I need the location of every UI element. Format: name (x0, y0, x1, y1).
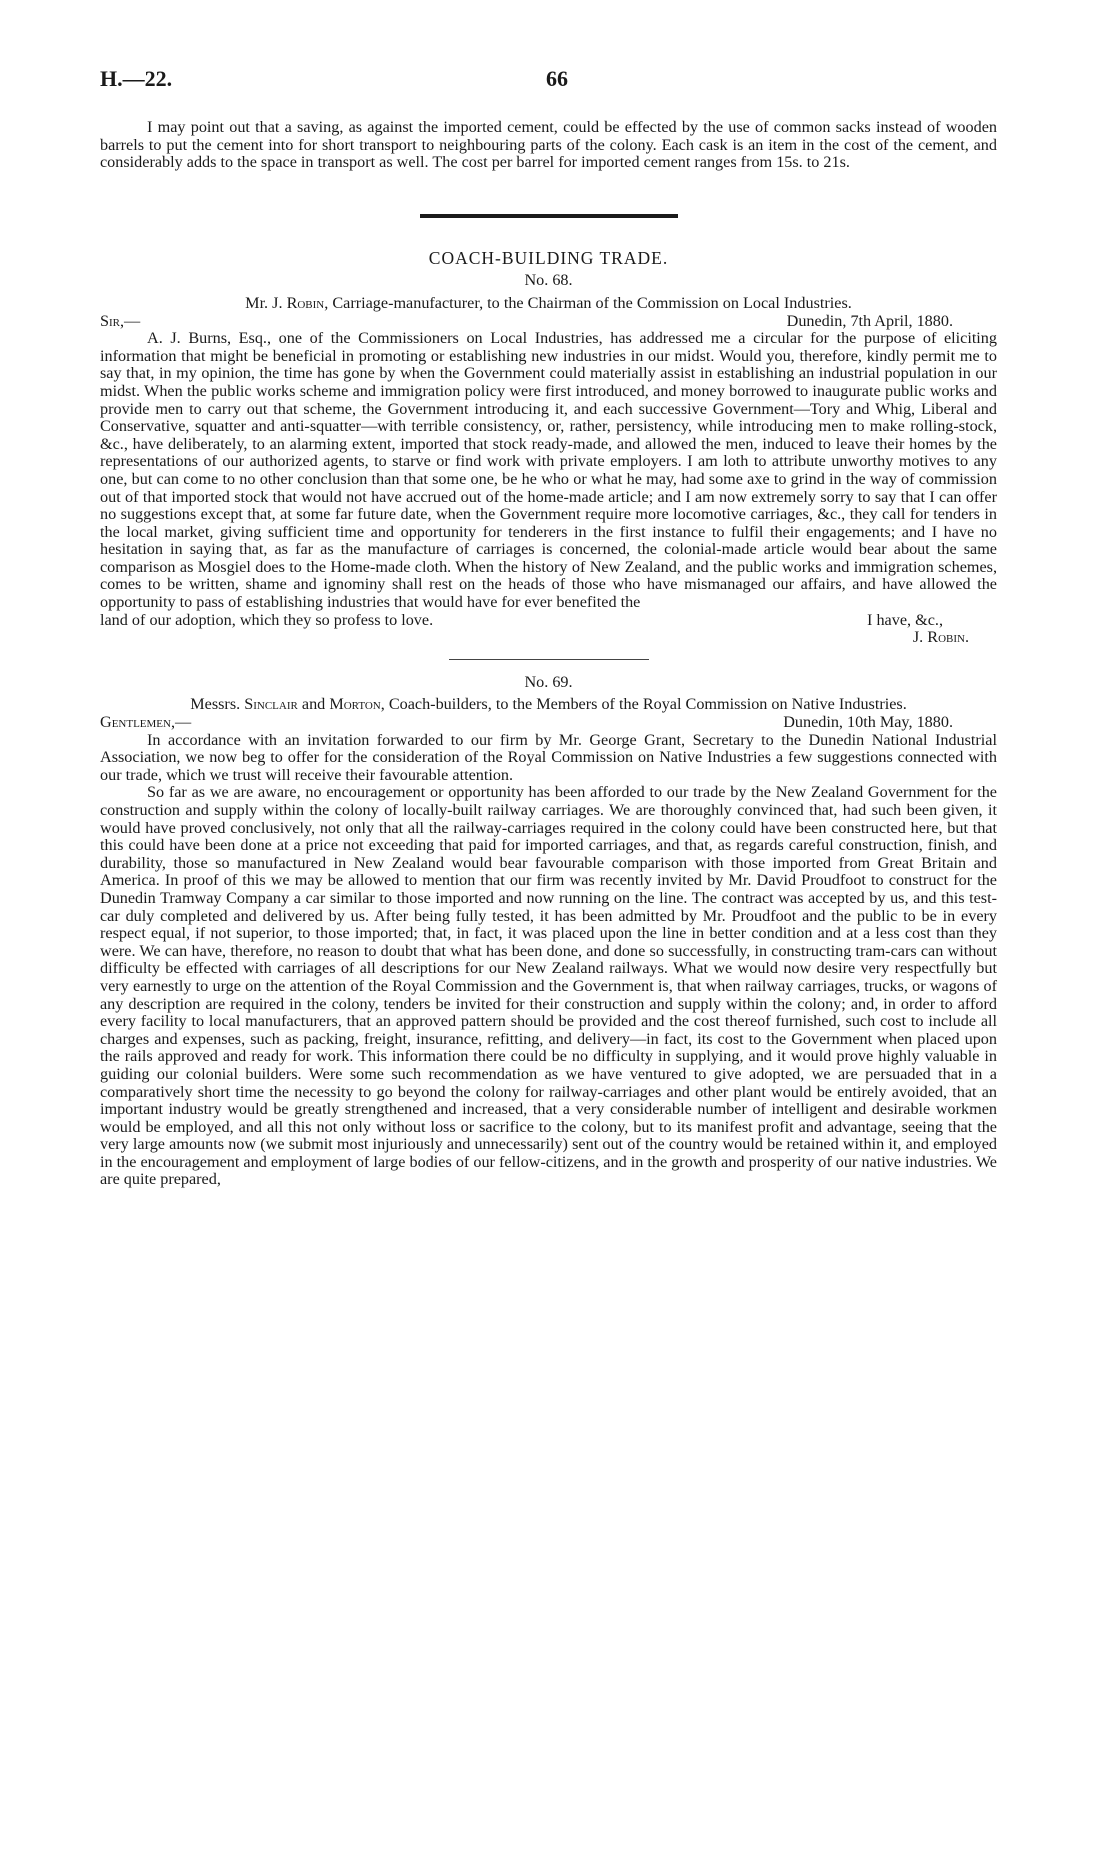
closing-row (100, 612, 997, 630)
intro-paragraph: I may point out that a saving, as against the imported cement, could be effected by the use of common sacks instead of wooden barrels to put the cement into for short transport to neighbouring parts of the colony. Each cask is an item in the cost of the cement, and considerably adds to the space in transport as well. The cost per barrel for imported cement ranges from 15s. to 21s. (100, 118, 997, 172)
signature (100, 629, 997, 647)
letter-body-last-line: land of our adoption, which they so profess to love. (100, 610, 434, 629)
letter-69 (100, 674, 997, 1189)
page-content (100, 119, 997, 1189)
letter-number: No. 68. (524, 271, 573, 290)
section-divider (420, 214, 678, 218)
section-title: COACH-BUILDING TRADE. (428, 247, 669, 268)
letter-paragraph: So far as we are aware, no encouragement or opportunity has been afforded to our trade by the New Zealand Government for the construction and supply within the colony of locally-built railway carriages. We are thoroughly convinced that, had such been given, it would have proved conclusively, not only that all the railway-carriages required in the colony could have been constructed here, but that this could have been done at a price not exceeding that paid for imported carriages, and that, as regards careful construction, finish, and durability, those so manufactured in New Zealand would bear favourable comparison with those imported from Great Britain and America. In proof of this we may be allowed to mention that our firm was recently invited by Mr. David Proudfoot to construct for the Dunedin Tramway Company a car similar to those imported and now running on the line. The contract was accepted by us, and this test-car duly completed and delivered by us. After being fully tested, it has been admitted by Mr. Proudfoot and the public to be in every respect equal, if not superior, to those imported; that, in fact, it was placed upon the line in better condition and at a less cost than they were. We can have, therefore, no reason to doubt that what has been done, and done so successfully, in constructing tram-cars can without difficulty be effected with carriages of all descriptions for our New Zealand railways. What we would now desire very respectfully but very earnestly to urge on the attention of the Royal Commission and the Government is, that when railway carriages, trucks, or wagons of any description are required in the colony, tenders be invited for their construction and supply within the colony; and, in order to afford every facility to local manufacturers, that an approved pattern should be provided and the cost thereof furnished, such cost to include all charges and expenses, such as packing, freight, insurance, refitting, and delivery—in fact, its cost to the Government when placed upon the rails approved and ready for work. This information there could be no difficulty in supplying, and it would prove highly valuable in guiding our colonial builders. Were some such recommendation as we have ventured to give adopted, we are persuaded that in a comparatively short time the necessity to go beyond the colony for railway-carriages and other plant would be entirely avoided, that an important industry would be greatly strengthened and increased, that a very considerable number of intelligent and desirable workmen would be employed, and all this not only without loss or sacrifice to the colony, but to its manifest profit and advantage, seeing that the very large amounts now (we submit most injuriously and unnecessarily) sent out of the country would be retained within it, and employed in the encouragement and employment of large bodies of our fellow-citizens, and in the growth and prosperity of our native industries. We are quite prepared, (100, 783, 997, 1189)
heading-suffix: , Coach-builders, to the Members of the Royal Commission on Native Industries. (380, 695, 907, 714)
signature-initial: J. (912, 628, 928, 647)
letter-68 (100, 272, 997, 646)
letter-body: A. J. Burns, Esq., one of the Commissioners on Local Industries, has addressed me a circular for the purpose of eliciting information that might be beneficial in promoting or establishing new industries in our midst. Would you, therefore, kindly permit me to say that, in my opinion, the time has gone by when the Government could materially assist in establishing an industrial population in our midst. When the public works scheme and immigration policy were first introduced, and money borrowed to inaugurate public works and provide men to carry out that scheme, the Government introducing it, and each successive Government—Tory and Whig, Liberal and Conservative, squatter and anti-squatter—with terrible consistency, or, rather, persistency, while introducing men to make rolling-stock, &c., have deliberately, to an alarming extent, imported that stock ready-made, and allowed the men, induced to leave their homes by the representations of our authorized agents, to starve or find work with private employers. I am loth to attribute unworthy motives to any one, but can come to no other conclusion than that some one, be he who or what he may, had some axe to grind in the way of commission out of that imported stock that would not have accrued out of the home-made article; and I am now extremely sorry to say that I can offer no suggestions except that, at some far future date, when the Government require more locomotive carriages, &c., they call for tenders in the local market, giving sufficient time and opportunity for tenderers in the first instance to fulfil their engagements; and I have no hesitation in saying that, as far as the manufacture of carriages is concerned, the colonial-made article would bear about the same comparison as Mosgiel does to the Home-made cloth. When the history of New Zealand, and the public works and immigration schemes, comes to be written, shame and ignominy shall rest on the heads of those who have mismanaged our affairs, and have allowed the opportunity to pass of establishing industries that would have for ever benefited the (100, 329, 997, 612)
letter-heading (100, 696, 997, 714)
signature-name: Robin. (927, 628, 969, 647)
dateline: Dunedin, 7th April, 1880. (786, 311, 953, 330)
page-number: 66 (546, 66, 568, 91)
heading-suffix: , Carriage-manufacturer, to the Chairman of the Commission on Local Industries. (324, 293, 852, 312)
page-header (100, 66, 1014, 96)
letter-paragraph: In accordance with an invitation forwarded to our firm by Mr. George Grant, Secretary to the Dunedin National Industrial Association, we now beg to offer for the consideration of the Royal Commission on Native Industries a few suggestions connected with our trade, which we trust will receive their favourable attention. (100, 730, 997, 784)
document-reference: H.—22. (100, 66, 173, 91)
letter-number: No. 69. (524, 672, 573, 691)
dateline: Dunedin, 10th May, 1880. (783, 713, 953, 732)
sender-name: Robin (286, 293, 325, 312)
salutation: Sir,— (100, 311, 141, 330)
heading-prefix: Mr. J. (245, 293, 287, 312)
heading-middle: and (297, 695, 330, 714)
sender-name-1: Sinclair (244, 695, 298, 714)
salutation-row (100, 313, 997, 331)
letter-divider (449, 659, 649, 660)
letter-heading (100, 295, 997, 313)
sender-name-2: Morton (329, 695, 381, 714)
salutation-row (100, 714, 997, 732)
salutation: Gentlemen,— (100, 713, 192, 732)
heading-prefix: Messrs. (190, 695, 245, 714)
closing: I have, &c., (867, 610, 943, 629)
